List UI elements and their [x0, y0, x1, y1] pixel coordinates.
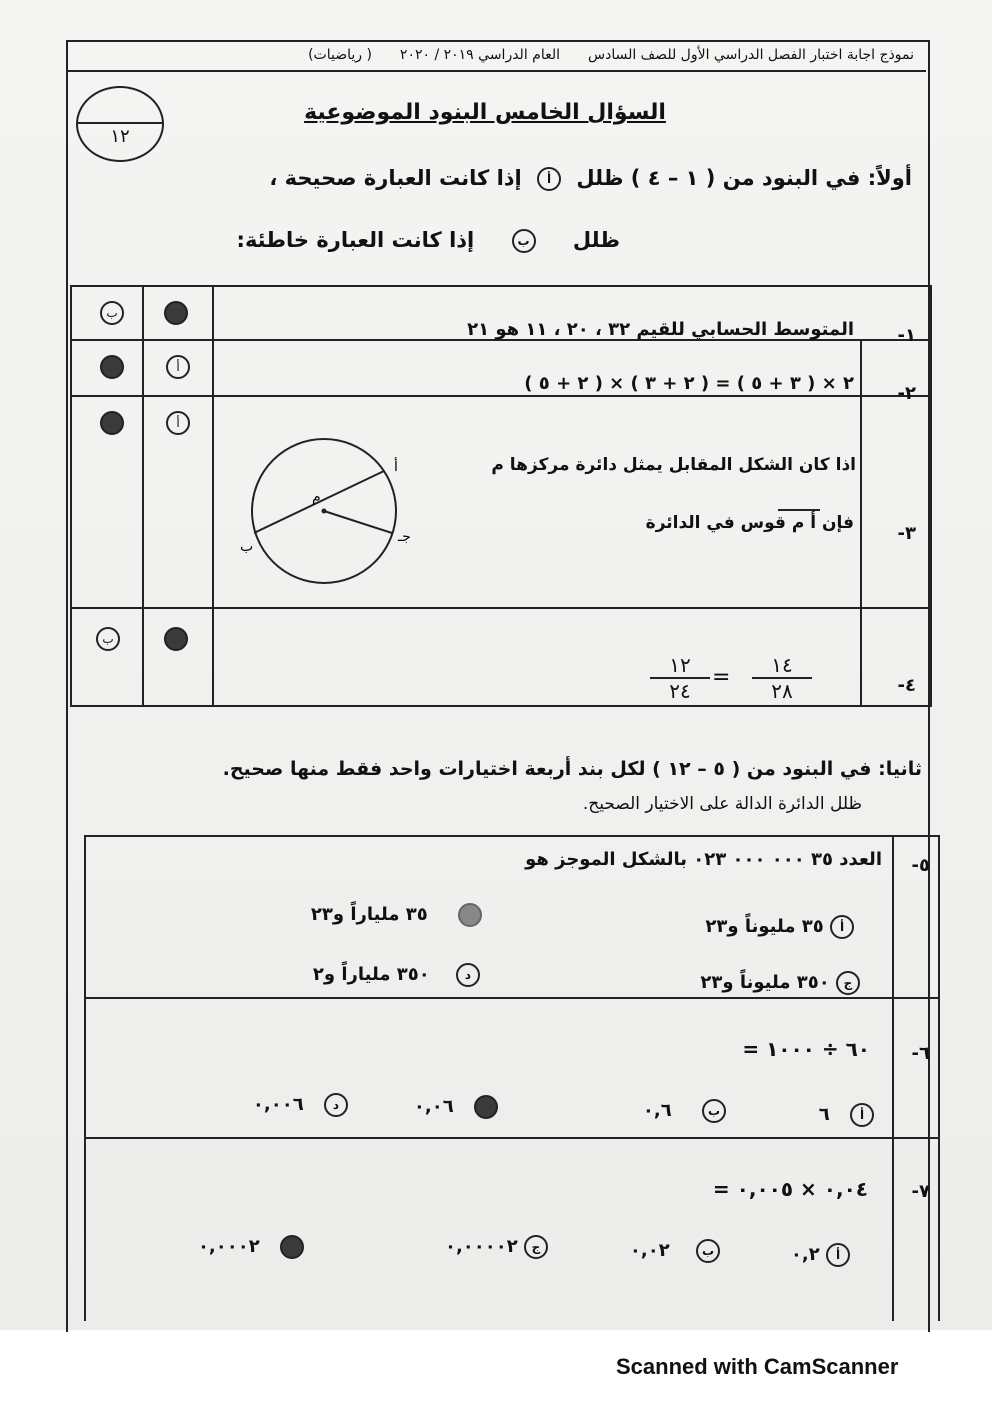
answer-bubble[interactable]: أ: [166, 355, 190, 379]
option-text: ٣٥٠ ملياراً و٢: [312, 964, 430, 985]
item2-number: ٢-: [897, 383, 916, 404]
item5-option-b[interactable]: [311, 903, 482, 927]
item7-option-a[interactable]: [791, 1243, 850, 1267]
fraction-12-24: [650, 653, 710, 703]
part1-instruction-text: أولاً: في البنود من ( ١ – ٤ ) ظلل: [576, 166, 912, 190]
answer-bubble-filled[interactable]: [100, 355, 124, 379]
row-divider: [86, 1137, 938, 1139]
part1-instruction-line1: [269, 166, 912, 191]
multiple-choice-table: [84, 835, 940, 1321]
label-a: أ: [394, 459, 398, 475]
item7-option-b[interactable]: [630, 1239, 720, 1263]
fraction-14-28: [752, 653, 812, 703]
item7-option-c[interactable]: [445, 1235, 548, 1259]
option-text: ٠,٠٢: [629, 1240, 670, 1261]
option-text: ٠,٢: [790, 1244, 820, 1265]
fraction-denominator: ٢٨: [771, 679, 793, 703]
label-center-m: م: [312, 489, 321, 505]
header-exam-title: نموذج اجابة اختبار الفصل الدراسي الأول للصف السادس: [588, 47, 914, 63]
column-divider-gap: [860, 287, 862, 339]
column-divider: [142, 287, 144, 705]
answer-bubble[interactable]: ب: [96, 627, 120, 651]
option-text: ٠,٠٠٠٢: [197, 1236, 260, 1257]
answer-bubble[interactable]: أ: [166, 411, 190, 435]
segment-overline: [778, 509, 820, 511]
option-text: ٠,٠٠٠٠٢: [444, 1236, 518, 1257]
option-text: ٠,٠٦: [413, 1096, 454, 1117]
item6-option-d[interactable]: [253, 1093, 348, 1117]
row-divider: [72, 395, 930, 397]
item3-statement2: فإن أ م قوس في الدائرة: [645, 513, 854, 533]
option-bubble-filled[interactable]: [474, 1095, 498, 1119]
part1-instruction-line2: [237, 228, 620, 253]
true-false-table: [70, 285, 932, 707]
true-option-circle: أ: [537, 167, 561, 191]
grade-circle: [76, 86, 164, 162]
grade-value: ١٢: [110, 126, 130, 147]
grade-divider: [78, 122, 162, 124]
option-text: ٣٥ مليوناً و٢٣: [705, 916, 824, 937]
option-text: ٠,٦: [642, 1100, 672, 1121]
option-text: ٠,٠٠٦: [252, 1094, 304, 1115]
equals-sign: =: [712, 665, 731, 690]
option-bubble[interactable]: د: [324, 1093, 348, 1117]
option-bubble[interactable]: ج: [524, 1235, 548, 1259]
option-bubble[interactable]: ب: [702, 1099, 726, 1123]
item5-question: العدد ٣٥ ٠٠٠ ٠٠٠ ٠٢٣ بالشكل الموجز هو: [525, 849, 882, 870]
item3-statement: اذا كان الشكل المقابل يمثل دائرة مركزها م: [491, 455, 856, 475]
item6-number: ٦-: [911, 1043, 930, 1064]
option-bubble[interactable]: أ: [830, 915, 854, 939]
item6-option-c[interactable]: [414, 1095, 498, 1119]
option-text: ٣٥ ملياراً و٢٣: [310, 904, 428, 925]
answer-bubble[interactable]: ب: [100, 301, 124, 325]
option-bubble[interactable]: أ: [850, 1103, 874, 1127]
item1-number: ١-: [897, 325, 916, 346]
column-divider: [212, 287, 214, 705]
item4-number: ٤-: [897, 675, 916, 696]
option-bubble-filled[interactable]: [280, 1235, 304, 1259]
option-bubble[interactable]: د: [456, 963, 480, 987]
option-text: ٣٥٠ مليوناً و٢٣: [700, 972, 830, 993]
item6-option-a[interactable]: [819, 1103, 874, 1127]
item5-option-d[interactable]: [313, 963, 480, 987]
part2-instruction-line2: ظلل الدائرة الدالة على الاختيار الصحيح.: [582, 794, 862, 814]
page-header: [66, 40, 926, 72]
option-bubble[interactable]: ج: [836, 971, 860, 995]
item5-option-a[interactable]: [705, 915, 854, 939]
header-subject: ( رياضيات): [308, 47, 372, 63]
option-bubble[interactable]: ب: [696, 1239, 720, 1263]
header-school-year: العام الدراسي ٢٠١٩ / ٢٠٢٠: [399, 47, 560, 63]
item7-option-d[interactable]: [198, 1235, 304, 1259]
item2-statement: ٢ × ( ٣ + ٥ ) = ( ٢ + ٣ ) × ( ٢ + ٥ ): [524, 373, 854, 394]
item5-number: ٥-: [911, 855, 930, 876]
part1-instruction-tail: إذا كانت العبارة صحيحة ،: [269, 166, 522, 190]
answer-bubble-filled[interactable]: [164, 627, 188, 651]
option-text: ٦: [818, 1104, 830, 1125]
false-option-circle: ب: [512, 229, 536, 253]
section-title: السؤال الخامس البنود الموضوعية: [304, 100, 666, 125]
answer-bubble-filled[interactable]: [164, 301, 188, 325]
center-point: [322, 509, 327, 514]
column-divider: [860, 339, 862, 705]
part1-instruction2-tail: إذا كانت العبارة خاطئة:: [236, 228, 475, 252]
label-b: ب: [240, 539, 254, 555]
camscanner-watermark: Scanned with CamScanner: [616, 1354, 899, 1379]
fraction-numerator: ١٢: [650, 653, 710, 679]
item3-number: ٣-: [897, 523, 916, 544]
row-divider: [72, 607, 930, 609]
item6-option-b[interactable]: [643, 1099, 726, 1123]
option-bubble[interactable]: أ: [826, 1243, 850, 1267]
circle-diagram: [232, 427, 432, 587]
fraction-denominator: ٢٤: [669, 679, 691, 703]
item1-statement: المتوسط الحسابي للقيم ٣٢ ، ٢٠ ، ١١ هو ٢١: [467, 319, 854, 340]
item7-number: ٧-: [911, 1181, 930, 1202]
radius-line: [324, 511, 392, 533]
part1-shade-word: ظلل: [572, 228, 620, 252]
item7-question: ٠,٠٤ × ٠,٠٠٥ =: [712, 1177, 868, 1201]
option-bubble-shaded[interactable]: [458, 903, 482, 927]
row-divider: [86, 997, 938, 999]
fraction-numerator: ١٤: [752, 653, 812, 679]
item5-option-c[interactable]: [700, 971, 860, 995]
part2-instruction-line1: ثانيا: في البنود من ( ٥ – ١٢ ) لكل بند أربعة اختيارات واحد فقط منها صحيح.: [222, 758, 922, 780]
answer-bubble-filled[interactable]: [100, 411, 124, 435]
item6-question: ٦٠ ÷ ١٠٠٠ =: [742, 1037, 870, 1061]
label-j: جـ: [398, 529, 411, 545]
number-column-divider: [892, 837, 894, 1321]
